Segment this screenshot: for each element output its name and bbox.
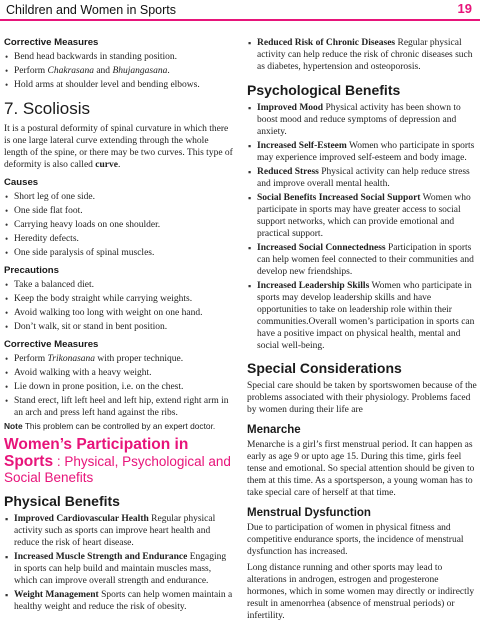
menstrual-dysfunction-heading: Menstrual Dysfunction: [247, 507, 371, 519]
list-item: ▪ Increased Leadership Skills Women who participate in sports may develop leadership skills and have opportunities to take on leadership role within their communities.Overall women’s participation in sports can have a positive impact on physical health, mental and social well-being.: [247, 280, 477, 352]
list-item: • Short leg of one side.: [4, 191, 234, 203]
left-column: [4, 28, 234, 615]
physical-benefits-list: [4, 513, 234, 613]
list-item: • Take a balanced diet.: [4, 279, 234, 291]
list-item: • One side flat foot.: [4, 205, 234, 217]
corrective-measures-list-2: [4, 353, 234, 419]
page-number: 19: [457, 1, 472, 16]
list-item: • Keep the body straight while carrying weights.: [4, 293, 234, 305]
list-item: ▪ Improved Mood Physical activity has been shown to boost mood and reduce symptoms of depression and anxiety.: [247, 102, 477, 138]
menarche-text: Menarche is a girl’s first menstrual period. It can happen as early as age 9 or upto age 15. During this time, girls feel tense and emotional. So special attention should be given to them at this time. As a sportsperson, a young woman has to take special care of herself at that time.: [247, 440, 475, 498]
list-item: • Avoid walking with a heavy weight.: [4, 367, 234, 379]
chronic-disease-list: [247, 37, 477, 73]
list-item: ▪ Increased Social Connectedness Participation in sports can help women feel connected to their communities and develop new friendships.: [247, 242, 477, 278]
menstrual-dysfunction-text: Due to participation of women in physical fitness and competitive endurance sports, the incidence of menstrual dysfunction has increased.: [247, 523, 464, 557]
list-item: • Don’t walk, sit or stand in bent position.: [4, 321, 234, 333]
causes-list: [4, 191, 234, 259]
list-item: • Heredity defects.: [4, 233, 234, 245]
causes-heading: Causes: [4, 177, 39, 188]
menstrual-dysfunction-text-2: Long distance running and other sports may lead to alterations in androgen, estrogen and progesterone hormones, which in some women may directly or indirectly result in amenorrhea (absence of menstrual periods) or infertility.: [247, 563, 475, 621]
physical-benefits-heading: Physical Benefits: [4, 492, 120, 509]
list-item: • One side paralysis of spinal muscles.: [4, 247, 234, 259]
header-rule: [0, 19, 480, 21]
note: Note This problem can be controlled by an expert doctor.: [4, 421, 216, 431]
chapter-title: Children and Women in Sports: [6, 3, 176, 17]
corrective-measures-heading: Corrective Measures: [4, 37, 99, 48]
list-item: • Hold arms at shoulder level and bending elbows.: [4, 79, 234, 91]
precautions-list: [4, 279, 234, 333]
psychological-benefits-list: [247, 102, 477, 352]
special-considerations-heading: Special Considerations: [247, 360, 402, 376]
special-considerations-text: Special care should be taken by sportswomen because of the problems associated with their physiology. Problems faced by women during their life are: [247, 381, 477, 415]
page-header: [0, 0, 480, 22]
list-item: • Carrying heavy loads on one shoulder.: [4, 219, 234, 231]
list-item: • Stand erect, lift left heel and left hip, extend right arm in an arch and press left hand against the ribs.: [4, 395, 234, 419]
list-item: ▪ Increased Self-Esteem Women who participate in sports may experience improved self-esteem and body image.: [247, 140, 477, 164]
list-item: • Bend head backwards in standing position.: [4, 51, 234, 63]
list-item: • Avoid walking too long with weight on one hand.: [4, 307, 234, 319]
list-item: ▪ Reduced Risk of Chronic Diseases Regular physical activity can help reduce the risk of chronic diseases such as diabetes, hypertension and osteoporosis.: [247, 37, 477, 73]
psychological-benefits-heading: Psychological Benefits: [247, 82, 401, 98]
right-column: [247, 28, 477, 622]
list-item: ▪ Social Benefits Increased Social Support Women who participate in sports may have greater access to social support networks, which can provide emotional and practical support.: [247, 192, 477, 240]
scoliosis-heading: 7. Scoliosis: [4, 99, 90, 118]
list-item: • Perform Trikonasana with proper technique.: [4, 353, 234, 365]
corrective-measures-list: [4, 51, 234, 91]
list-item: ▪ Reduced Stress Physical activity can help reduce stress and improve overall mental health.: [247, 166, 477, 190]
menarche-heading: Menarche: [247, 424, 301, 436]
list-item: • Lie down in prone position, i.e. on the chest.: [4, 381, 234, 393]
list-item: ▪ Increased Muscle Strength and Endurance Engaging in sports can help build and maintain muscles mass, which can improve overall strength and endurance.: [4, 551, 234, 587]
list-item: • Perform Chakrasana and Bhujangasana.: [4, 65, 234, 77]
scoliosis-text: It is a postural deformity of spinal curvature in which there is one large lateral curve extending through the whole length of the spine, or there may be two curves. This type of deformity is also called curve.: [4, 124, 233, 170]
section-title: Women’s Participation in Sports : Physical, Psychological and Social Benefits: [4, 436, 231, 485]
precautions-heading: Precautions: [4, 265, 59, 276]
corrective-measures-heading-2: Corrective Measures: [4, 339, 99, 350]
list-item: ▪ Weight Management Sports can help women maintain a healthy weight and reduce the risk of obesity.: [4, 589, 234, 613]
list-item: ▪ Improved Cardiovascular Health Regular physical activity such as sports can improve heart health and reduce the risk of heart disease.: [4, 513, 234, 549]
